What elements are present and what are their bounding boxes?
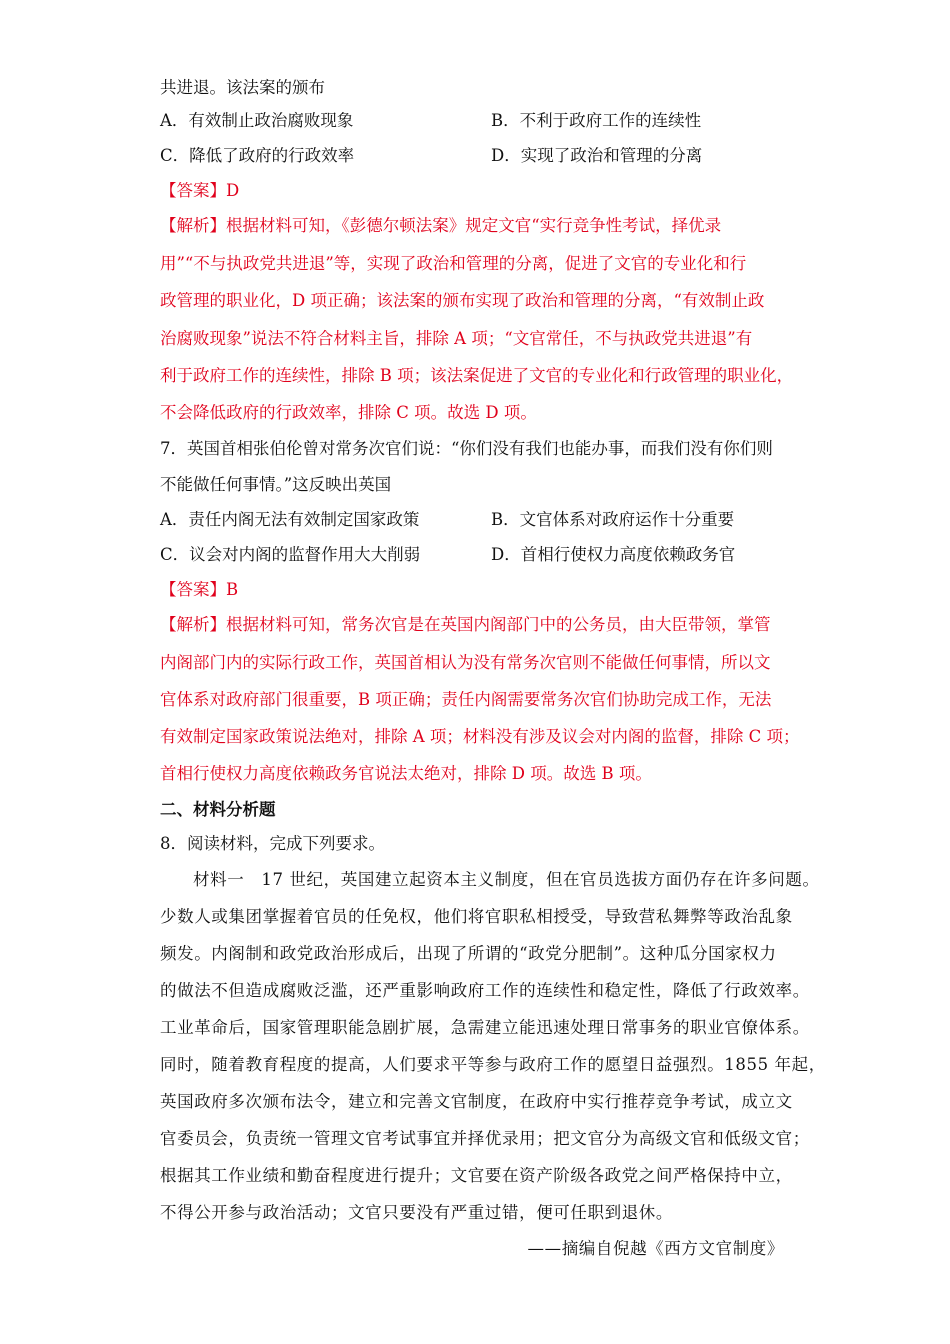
q8-material-line: 材料一 17 世纪，英国建立起资本主义制度，但在官员选拔方面仍存在许多问题。 [193, 870, 820, 889]
q6-analysis-line: 不会降低政府的行政效率，排除 C 项。故选 D 项。 [160, 403, 537, 422]
q6-analysis-line: 用”“不与执政党共进退”等，实现了政治和管理的分离，促进了文官的专业化和行 [160, 254, 747, 273]
q8-material-line: 的做法不但造成腐败泛滥，还严重影响政府工作的连续性和稳定性，降低了行政效率。 [160, 981, 810, 1000]
q8-stem: 8．阅读材料，完成下列要求。 [160, 834, 385, 853]
q7-option-d: D．首相行使权力高度依赖政务官 [491, 545, 736, 564]
q8-material-source: ——摘编自倪越《西方文官制度》 [527, 1239, 784, 1258]
q7-option-c: C．议会对内阁的监督作用大大削弱 [160, 545, 421, 564]
q8-material-line: 工业革命后，国家管理职能急剧扩展，急需建立能迅速处理日常事务的职业官僚体系。 [160, 1018, 810, 1037]
q7-analysis-line: 【解析】根据材料可知，常务次官是在英国内阁部门中的公务员，由大臣带领，掌管 [160, 615, 771, 634]
q7-analysis-line: 首相行使权力高度依赖政务官说法太绝对，排除 D 项。故选 B 项。 [160, 764, 652, 783]
q7-answer: 【答案】B [160, 580, 239, 599]
q7-analysis-line: 内阁部门内的实际行政工作，英国首相认为没有常务次官则不能做任何事情，所以文 [160, 653, 771, 672]
q8-material-line: 官委员会，负责统一管理文官考试事宜并择优录用；把文官分为高级文官和低级文官； [160, 1129, 810, 1148]
section-heading: 二、材料分析题 [160, 800, 276, 819]
q7-stem-line: 7．英国首相张伯伦曾对常务次官们说：“你们没有我们也能办事，而我们没有你们则 [160, 439, 773, 458]
q6-analysis-line: 治腐败现象”说法不符合材料主旨，排除 A 项；“文官常任，不与执政党共进退”有 [160, 329, 753, 348]
q7-stem-line: 不能做任何事情。”这反映出英国 [160, 475, 392, 494]
q8-material-line: 少数人或集团掌握着官员的任免权，他们将官职私相授受，导致营私舞弊等政治乱象 [160, 907, 793, 926]
q7-analysis-line: 有效制定国家政策说法绝对，排除 A 项；材料没有涉及议会对内阁的监督，排除 C 项； [160, 727, 800, 746]
q8-material-line: 频发。内阁制和政党政治形成后，出现了所谓的“政党分肥制”。这种瓜分国家权力 [160, 944, 777, 963]
q6-analysis-line: 利于政府工作的连续性，排除 B 项；该法案促进了文官的专业化和行政管理的职业化， [160, 366, 794, 385]
q6-option-d: D．实现了政治和管理的分离 [491, 146, 703, 165]
q8-material-line: 根据其工作业绩和勤奋程度进行提升；文官要在资产阶级各政党之间严格保持中立， [160, 1166, 793, 1185]
q6-stem-tail: 共进退。该法案的颁布 [160, 78, 325, 97]
q6-option-a: A．有效制止政治腐败现象 [160, 111, 354, 130]
q8-material-line: 同时，随着教育程度的提高，人们要求平等参与政府工作的愿望日益强烈。1855 年起， [160, 1055, 826, 1074]
q6-answer: 【答案】D [160, 181, 240, 200]
q8-material-line: 英国政府多次颁布法令，建立和完善文官制度，在政府中实行推荐竞争考试，成立文 [160, 1092, 793, 1111]
q6-analysis-line: 【解析】根据材料可知，《彭德尔顿法案》规定文官“实行竞争性考试，择优录 [160, 216, 722, 235]
q7-option-a: A．责任内阁无法有效制定国家政策 [160, 510, 420, 529]
q7-option-b: B．文官体系对政府运作十分重要 [491, 510, 735, 529]
q7-analysis-line: 官体系对政府部门很重要，B 项正确；责任内阁需要常务次官们协助完成工作，无法 [160, 690, 772, 709]
q6-option-c: C．降低了政府的行政效率 [160, 146, 355, 165]
q8-material-line: 不得公开参与政治活动；文官只要没有严重过错，便可任职到退休。 [160, 1203, 673, 1222]
q6-analysis-line: 政管理的职业化，D 项正确；该法案的颁布实现了政治和管理的分离，“有效制止政 [160, 291, 765, 310]
q6-option-b: B．不利于政府工作的连续性 [491, 111, 702, 130]
